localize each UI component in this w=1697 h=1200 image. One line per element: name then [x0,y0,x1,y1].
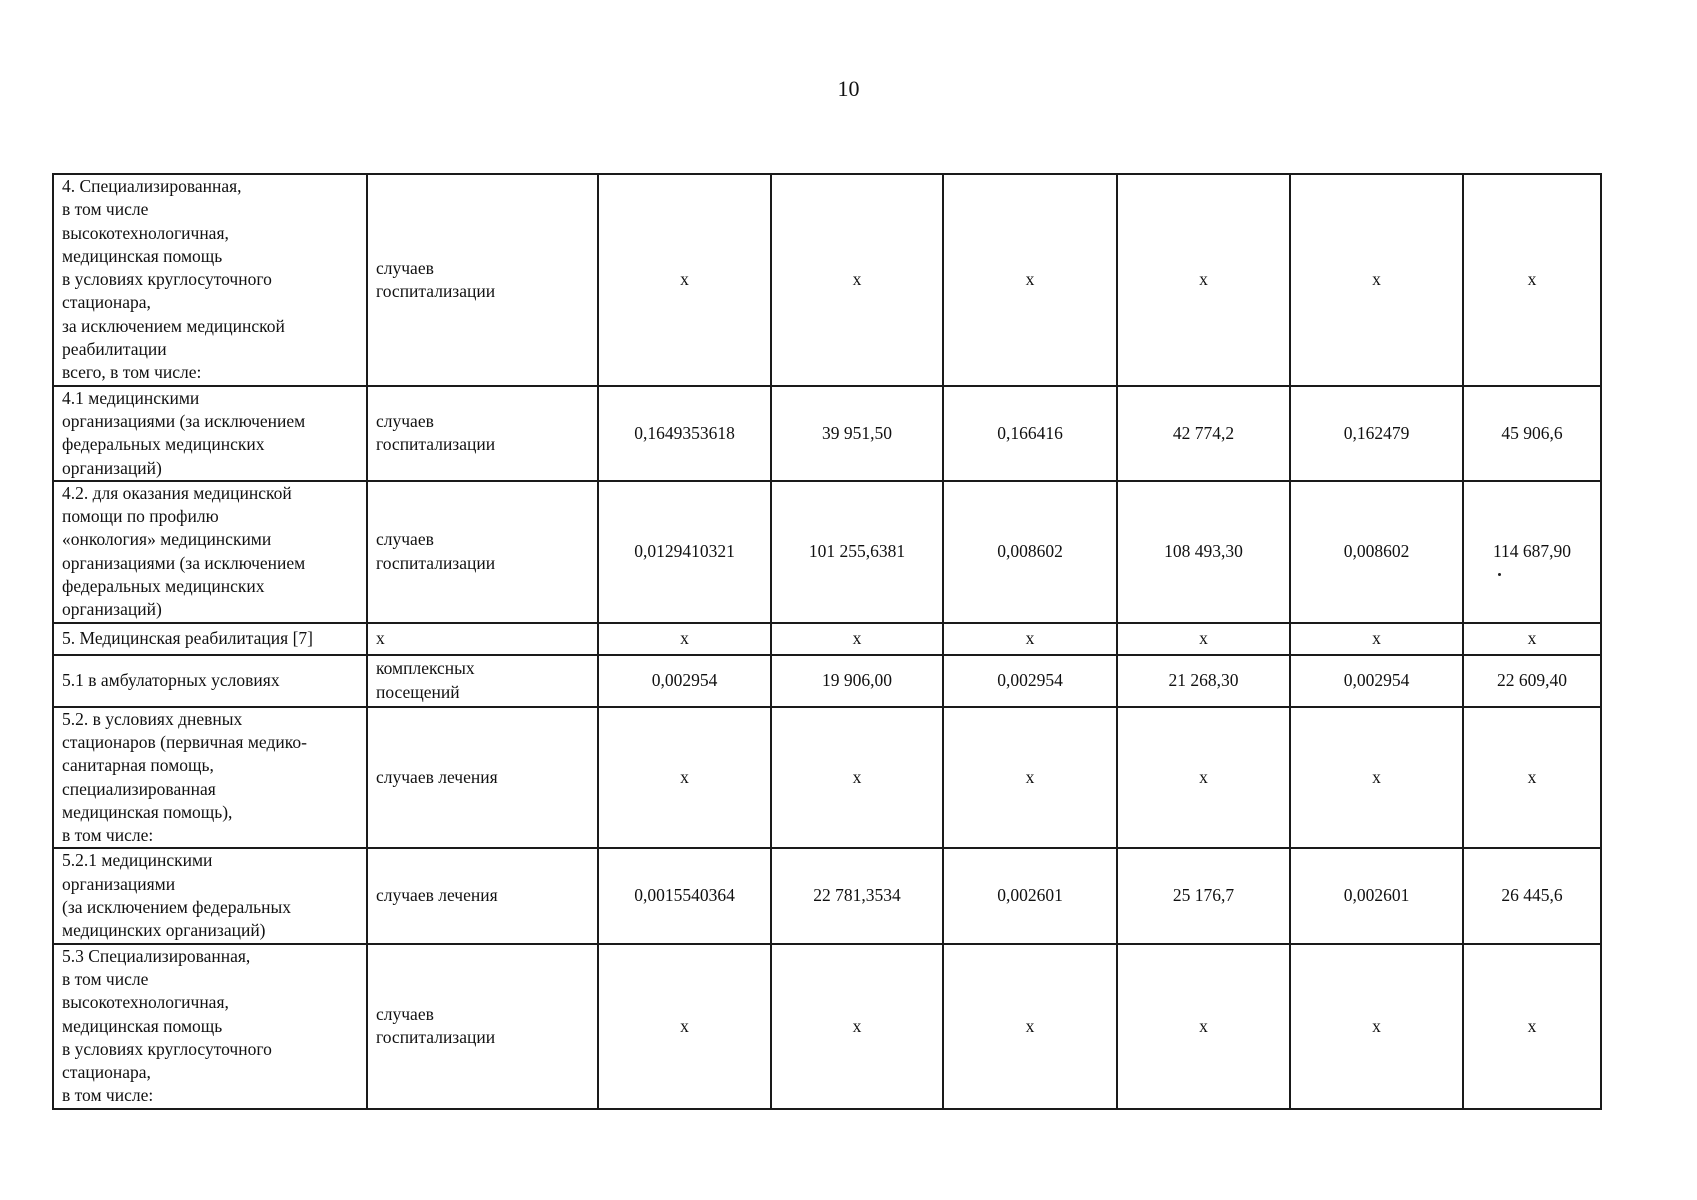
row-description: 5.3 Специализированная, в том числе высокотехнологичная, медицинская помощь в условиях круглосуточного стационара, в том числе: [53,944,367,1109]
row-value: 26 445,6 [1463,848,1601,943]
row-unit: случаев лечения [367,848,598,943]
row-value: х [771,944,943,1109]
row-value: 0,166416 [943,386,1117,481]
row-value: х [598,707,771,849]
row-value: 0,002954 [1290,655,1463,707]
row-value: х [1290,944,1463,1109]
row-value: 101 255,6381 [771,481,943,623]
row-value: х [1117,623,1290,655]
row-value: 21 268,30 [1117,655,1290,707]
row-value: х [1117,174,1290,386]
row-description: 5.2. в условиях дневных стационаров (первичная медико- санитарная помощь, специализированная медицинская помощь), в том числе: [53,707,367,849]
table-row [53,174,1601,386]
row-description: 5.2.1 медицинскими организациями (за исключением федеральных медицинских организаций) [53,848,367,943]
scan-dot-mark [1498,573,1501,576]
row-value: х [943,944,1117,1109]
row-value: 42 774,2 [1117,386,1290,481]
row-value: 0,008602 [1290,481,1463,623]
row-value: 0,0015540364 [598,848,771,943]
table-row [53,707,1601,849]
table-row [53,481,1601,623]
row-value: х [1290,623,1463,655]
table-row [53,848,1601,943]
row-value: 22 609,40 [1463,655,1601,707]
row-value: 45 906,6 [1463,386,1601,481]
row-value: х [1290,174,1463,386]
table-row [53,623,1601,655]
table-row [53,944,1601,1109]
row-description: 5.1 в амбулаторных условиях [53,655,367,707]
row-value: х [771,707,943,849]
row-description: 4.1 медицинскими организациями (за исключением федеральных медицинских организаций) [53,386,367,481]
row-value: 0,002954 [598,655,771,707]
row-unit: случаев госпитализации [367,481,598,623]
row-value: х [1290,707,1463,849]
row-value: 0,1649353618 [598,386,771,481]
row-value: х [771,623,943,655]
row-value: х [1463,623,1601,655]
row-value: х [1117,944,1290,1109]
financing-norms-table [52,173,1602,1110]
row-value: х [598,174,771,386]
row-value: 0,002601 [1290,848,1463,943]
row-unit: случаев госпитализации [367,944,598,1109]
row-value: 39 951,50 [771,386,943,481]
row-value: 114 687,90 [1463,481,1601,623]
row-unit: случаев лечения [367,707,598,849]
row-description: 4. Специализированная, в том числе высокотехнологичная, медицинская помощь в условиях круглосуточного стационара, за исключением медицинской реабилитации всего, в том числе: [53,174,367,386]
row-value: 0,008602 [943,481,1117,623]
row-value: х [1463,944,1601,1109]
row-value: 0,002601 [943,848,1117,943]
table-row [53,655,1601,707]
page-number: 10 [837,76,860,101]
row-value: х [943,623,1117,655]
row-value: х [771,174,943,386]
row-value: х [1117,707,1290,849]
row-description: 4.2. для оказания медицинской помощи по профилю «онкология» медицинскими организациями (за исключением федеральных медицинских организаций) [53,481,367,623]
row-value: 22 781,3534 [771,848,943,943]
row-unit: случаев госпитализации [367,174,598,386]
row-value: х [943,707,1117,849]
row-value: 108 493,30 [1117,481,1290,623]
row-unit: х [367,623,598,655]
row-value: 0,162479 [1290,386,1463,481]
row-value: 25 176,7 [1117,848,1290,943]
row-value: 0,002954 [943,655,1117,707]
table-row [53,386,1601,481]
row-unit: комплексных посещений [367,655,598,707]
row-value: 19 906,00 [771,655,943,707]
row-value: х [943,174,1117,386]
row-value: х [598,623,771,655]
row-description: 5. Медицинская реабилитация [7] [53,623,367,655]
row-value: х [598,944,771,1109]
row-value: х [1463,707,1601,849]
row-unit: случаев госпитализации [367,386,598,481]
row-value: х [1463,174,1601,386]
row-value: 0,0129410321 [598,481,771,623]
